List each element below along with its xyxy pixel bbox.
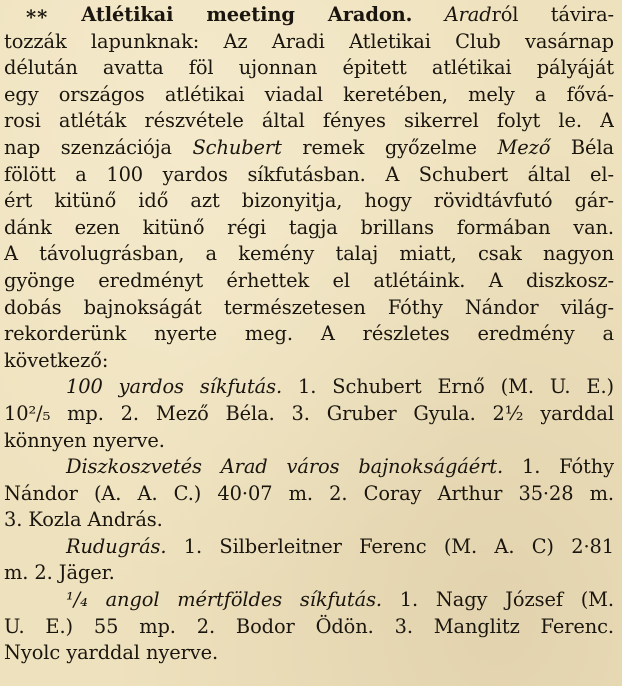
result-heading-discus (4, 454, 614, 481)
text-run: dobás bajnokságát természetesen Fóthy Nándor világ- (4, 295, 614, 319)
text-run: rekorderünk nyerte meg. A részletes eredmény a (4, 322, 614, 346)
text-run: A távolugrásban, a kemény talaj miatt, csak nagyon (4, 242, 614, 266)
text-run: Atlétikai meeting Aradon. (48, 3, 413, 26)
article-line (4, 108, 614, 135)
result-heading-100-yard (4, 374, 614, 401)
text-run: egy országos atlétikai viadal keretében, mely a fővá- (4, 82, 614, 106)
text-run: 1. Fóthy (503, 455, 614, 479)
text-run: tozzák lapunknak: Az Aradi Atletikai Club vasárnap (4, 29, 614, 53)
article-line (4, 348, 614, 375)
article-line (4, 162, 614, 189)
text-run: 1. Nagy József (M. (382, 588, 614, 612)
article-line (4, 640, 614, 667)
text-run: 3. Kozla András. (4, 508, 163, 532)
text-run: 10²/₅ mp. 2. Mező Béla. 3. Gruber Gyula. 2½ yarddal (4, 401, 614, 425)
article-line (4, 614, 614, 641)
article-line (4, 215, 614, 242)
text-run: 100 yardos síkfutás. (66, 375, 283, 399)
text-run: 1. Schubert Ernő (M. U. E.) (282, 375, 614, 399)
text-run: könnyen nyerve. (4, 428, 165, 452)
text-run: * (37, 6, 49, 29)
result-heading-quarter-mile (4, 587, 614, 614)
text-run: Diszkoszvetés Arad város bajnokságáért. (66, 455, 504, 479)
text-run: Rudugrás. (66, 534, 167, 558)
text-run: ról távira- (491, 3, 614, 26)
text-run: nap szenzációja (4, 135, 193, 159)
text-run: Mező (497, 135, 551, 159)
text-run: remek győzelme (281, 135, 498, 159)
text-run: m. 2. Jäger. (4, 561, 115, 585)
article-line (4, 188, 614, 215)
article-line (4, 241, 614, 268)
text-run: Nándor (A. A. C.) 40·07 m. 2. Coray Arthur 35·28 m. (4, 481, 614, 505)
article-line (4, 2, 614, 29)
article-line (4, 507, 614, 534)
text-run: fölött a 100 yardos síkfutásban. A Schubert által el- (4, 162, 614, 186)
article-line (4, 428, 614, 455)
article-line (4, 321, 614, 348)
text-run: Schubert (192, 135, 282, 159)
text-run: gyönge eredményt érhettek el atlétáink. A diszkosz- (4, 268, 614, 292)
article-line (4, 135, 614, 162)
text-run: Arad (412, 3, 492, 26)
text-run: U. E.) 55 mp. 2. Bodor Ödön. 3. Manglitz Ferenc. (4, 614, 614, 638)
text-run: ¹/₄ angol mértföldes síkfutás. (66, 588, 382, 612)
article-line (4, 295, 614, 322)
article-body (0, 2, 622, 667)
article-line (4, 481, 614, 508)
text-run: Béla (550, 135, 614, 159)
article-line (4, 268, 614, 295)
text-run: 1. Silberleitner Ferenc (M. A. C) 2·81 (166, 534, 614, 558)
text-run: ért kitünő idő azt bizonyitja, hogy rövidtávfutó gár- (4, 189, 614, 213)
text-run: következő: (4, 348, 109, 372)
article-line (4, 82, 614, 109)
result-heading-pole-vault (4, 534, 614, 561)
text-run: rosi atléták részvétele által fényes sikerrel folyt le. A (4, 109, 614, 133)
text-run: délután avatta föl ujonnan épitett atlétikai pályáját (4, 56, 614, 80)
text-run: * (26, 6, 38, 29)
article-line (4, 55, 614, 82)
article-line (4, 401, 614, 428)
article-line (4, 29, 614, 56)
text-run: Nyolc yarddal nyerve. (4, 641, 219, 665)
article-line (4, 560, 614, 587)
text-run: dánk ezen kitünő régi tagja brillans formában van. (4, 215, 614, 239)
